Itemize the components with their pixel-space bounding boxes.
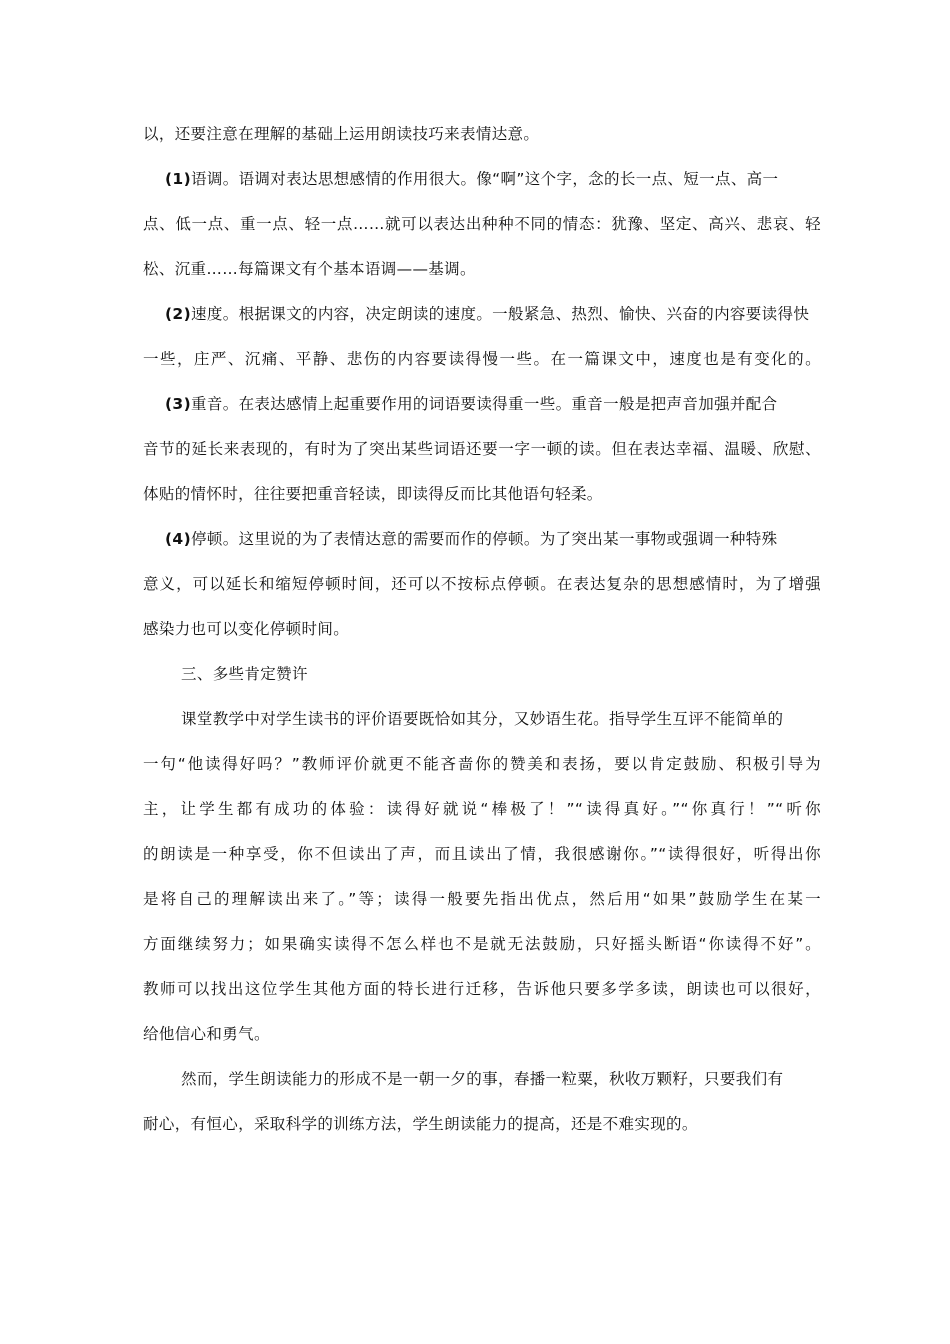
text-line	[143, 434, 821, 479]
line-text: 体贴的情怀时，往往要把重音轻读，即读得反而比其他语句轻柔。	[143, 485, 603, 503]
line-text: 方面继续努力；如果确实读得不怎么样也不是就无法鼓励，只好摇头断语“你读得不好”。	[143, 935, 821, 953]
item-number: (4)	[165, 530, 192, 548]
heading-text: 三、多些肯定赞许	[181, 665, 308, 683]
text-line	[143, 839, 821, 884]
line-text: 是将自己的理解读出来了。”等；读得一般要先指出优点，然后用“如果”鼓励学生在某一	[143, 890, 821, 908]
text-line	[143, 794, 821, 839]
line-text: 的朗读是一种享受，你不但读出了声，而且读出了情，我很感谢你。”“读得很好，听得出你	[143, 845, 821, 863]
text-line	[143, 974, 821, 1019]
numbered-line	[143, 299, 821, 344]
text-line	[143, 884, 821, 929]
line-text: 停顿。这里说的为了表情达意的需要而作的停顿。为了突出某一事物或强调一种特殊	[191, 530, 778, 548]
line-text: 一句“他读得好吗？”教师评价就更不能吝啬你的赞美和表扬，要以肯定鼓励、积极引导为	[143, 755, 821, 773]
line-text: 教师可以找出这位学生其他方面的特长进行迁移，告诉他只要多学多读，朗读也可以很好，	[143, 980, 821, 998]
line-text: 重音。在表达感情上起重要作用的词语要读得重一些。重音一般是把声音加强并配合	[191, 395, 778, 413]
line-text: 语调。语调对表达思想感情的作用很大。像“啊”这个字，念的长一点、短一点、高一	[191, 170, 779, 188]
line-text: 感染力也可以变化停顿时间。	[143, 620, 350, 638]
line-text: 主，让学生都有成功的体验：读得好就说“棒极了！”“读得真好。”“你真行！”“听你	[143, 800, 821, 818]
text-line	[143, 749, 821, 794]
line-text: 点、低一点、重一点、轻一点……就可以表达出种种不同的情态：犹豫、坚定、高兴、悲哀、轻	[143, 215, 821, 233]
line-text: 课堂教学中对学生读书的评价语要既恰如其分，又妙语生花。指导学生互评不能简单的	[181, 710, 784, 728]
text-line	[143, 344, 821, 389]
text-line	[143, 479, 821, 524]
section-heading	[143, 659, 821, 704]
text-line	[143, 1109, 821, 1154]
text-line	[143, 929, 821, 974]
line-text: 然而，学生朗读能力的形成不是一朝一夕的事，春播一粒粟，秋收万颗籽，只要我们有	[181, 1070, 784, 1088]
text-line	[143, 119, 821, 164]
line-text: 一些，庄严、沉痛、平静、悲伤的内容要读得慢一些。在一篇课文中，速度也是有变化的。	[143, 350, 821, 368]
text-line	[143, 1019, 821, 1064]
text-line	[143, 209, 821, 254]
numbered-line	[143, 164, 821, 209]
paragraph-first-line	[143, 1064, 821, 1109]
text-line	[143, 569, 821, 614]
line-text: 给他信心和勇气。	[143, 1025, 270, 1043]
line-text: 音节的延长来表现的，有时为了突出某些词语还要一字一顿的读。但在表达幸福、温暖、欣慰、	[143, 440, 821, 458]
line-text: 耐心，有恒心，采取科学的训练方法，学生朗读能力的提高，还是不难实现的。	[143, 1115, 698, 1133]
line-text: 速度。根据课文的内容，决定朗读的速度。一般紧急、热烈、愉快、兴奋的内容要读得快	[191, 305, 810, 323]
paragraph-first-line	[143, 704, 821, 749]
line-text: 松、沉重……每篇课文有个基本语调——基调。	[143, 260, 476, 278]
item-number: (1)	[165, 170, 192, 188]
numbered-line	[143, 524, 821, 569]
line-text: 以，还要注意在理解的基础上运用朗读技巧来表情达意。	[143, 125, 540, 143]
document-body	[143, 119, 821, 1154]
item-number: (3)	[165, 395, 192, 413]
numbered-line	[143, 389, 821, 434]
text-line	[143, 614, 821, 659]
item-number: (2)	[165, 305, 192, 323]
text-line	[143, 254, 821, 299]
line-text: 意义，可以延长和缩短停顿时间，还可以不按标点停顿。在表达复杂的思想感情时，为了增强	[143, 575, 821, 593]
